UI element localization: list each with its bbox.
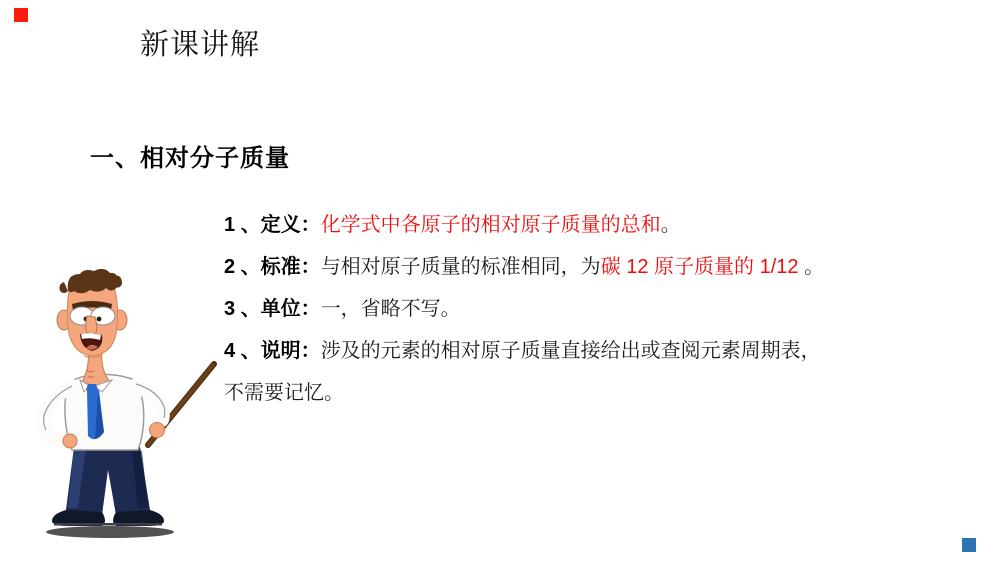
item-label: 4 、说明： [224, 340, 321, 362]
item-text: 与相对原子质量的标准相同，为 [320, 256, 601, 278]
red-corner-square [14, 8, 28, 22]
blue-corner-square [962, 538, 976, 552]
shoes [52, 510, 164, 526]
list-item-unit [224, 288, 964, 330]
list-item-standard [224, 246, 964, 288]
item-label: 1 、定义： [224, 214, 321, 236]
item-text-end: 。 [660, 214, 681, 236]
hand-on-hip [63, 434, 77, 448]
item-text-end: 。 [804, 256, 825, 278]
hand-holding-stick [150, 423, 165, 438]
ground-shadow [46, 526, 174, 538]
item-label: 3 、单位： [224, 298, 321, 320]
item-label: 2 、标准： [224, 256, 321, 278]
cartoon-teacher-illustration [24, 264, 220, 550]
head [57, 269, 127, 358]
note-continuation-line: 不需要记忆。 [224, 382, 344, 404]
item-highlight-text: 碳 12 原子质量的 1/12 [600, 256, 805, 278]
nose [86, 316, 97, 335]
item-text: 涉及的元素的相对原子质量直接给出或查阅元素周期表， [320, 340, 821, 362]
lesson-points-list [224, 204, 964, 372]
list-item-note [224, 330, 964, 372]
slide-title: 新课讲解 [140, 29, 261, 61]
section-heading: 一、相对分子质量 [90, 145, 290, 172]
pants [66, 447, 150, 515]
list-item-definition [224, 204, 964, 246]
item-highlight-text: 化学式中各原子的相对原子质量的总和 [320, 214, 661, 236]
item-text: 一，省略不写。 [320, 298, 461, 320]
